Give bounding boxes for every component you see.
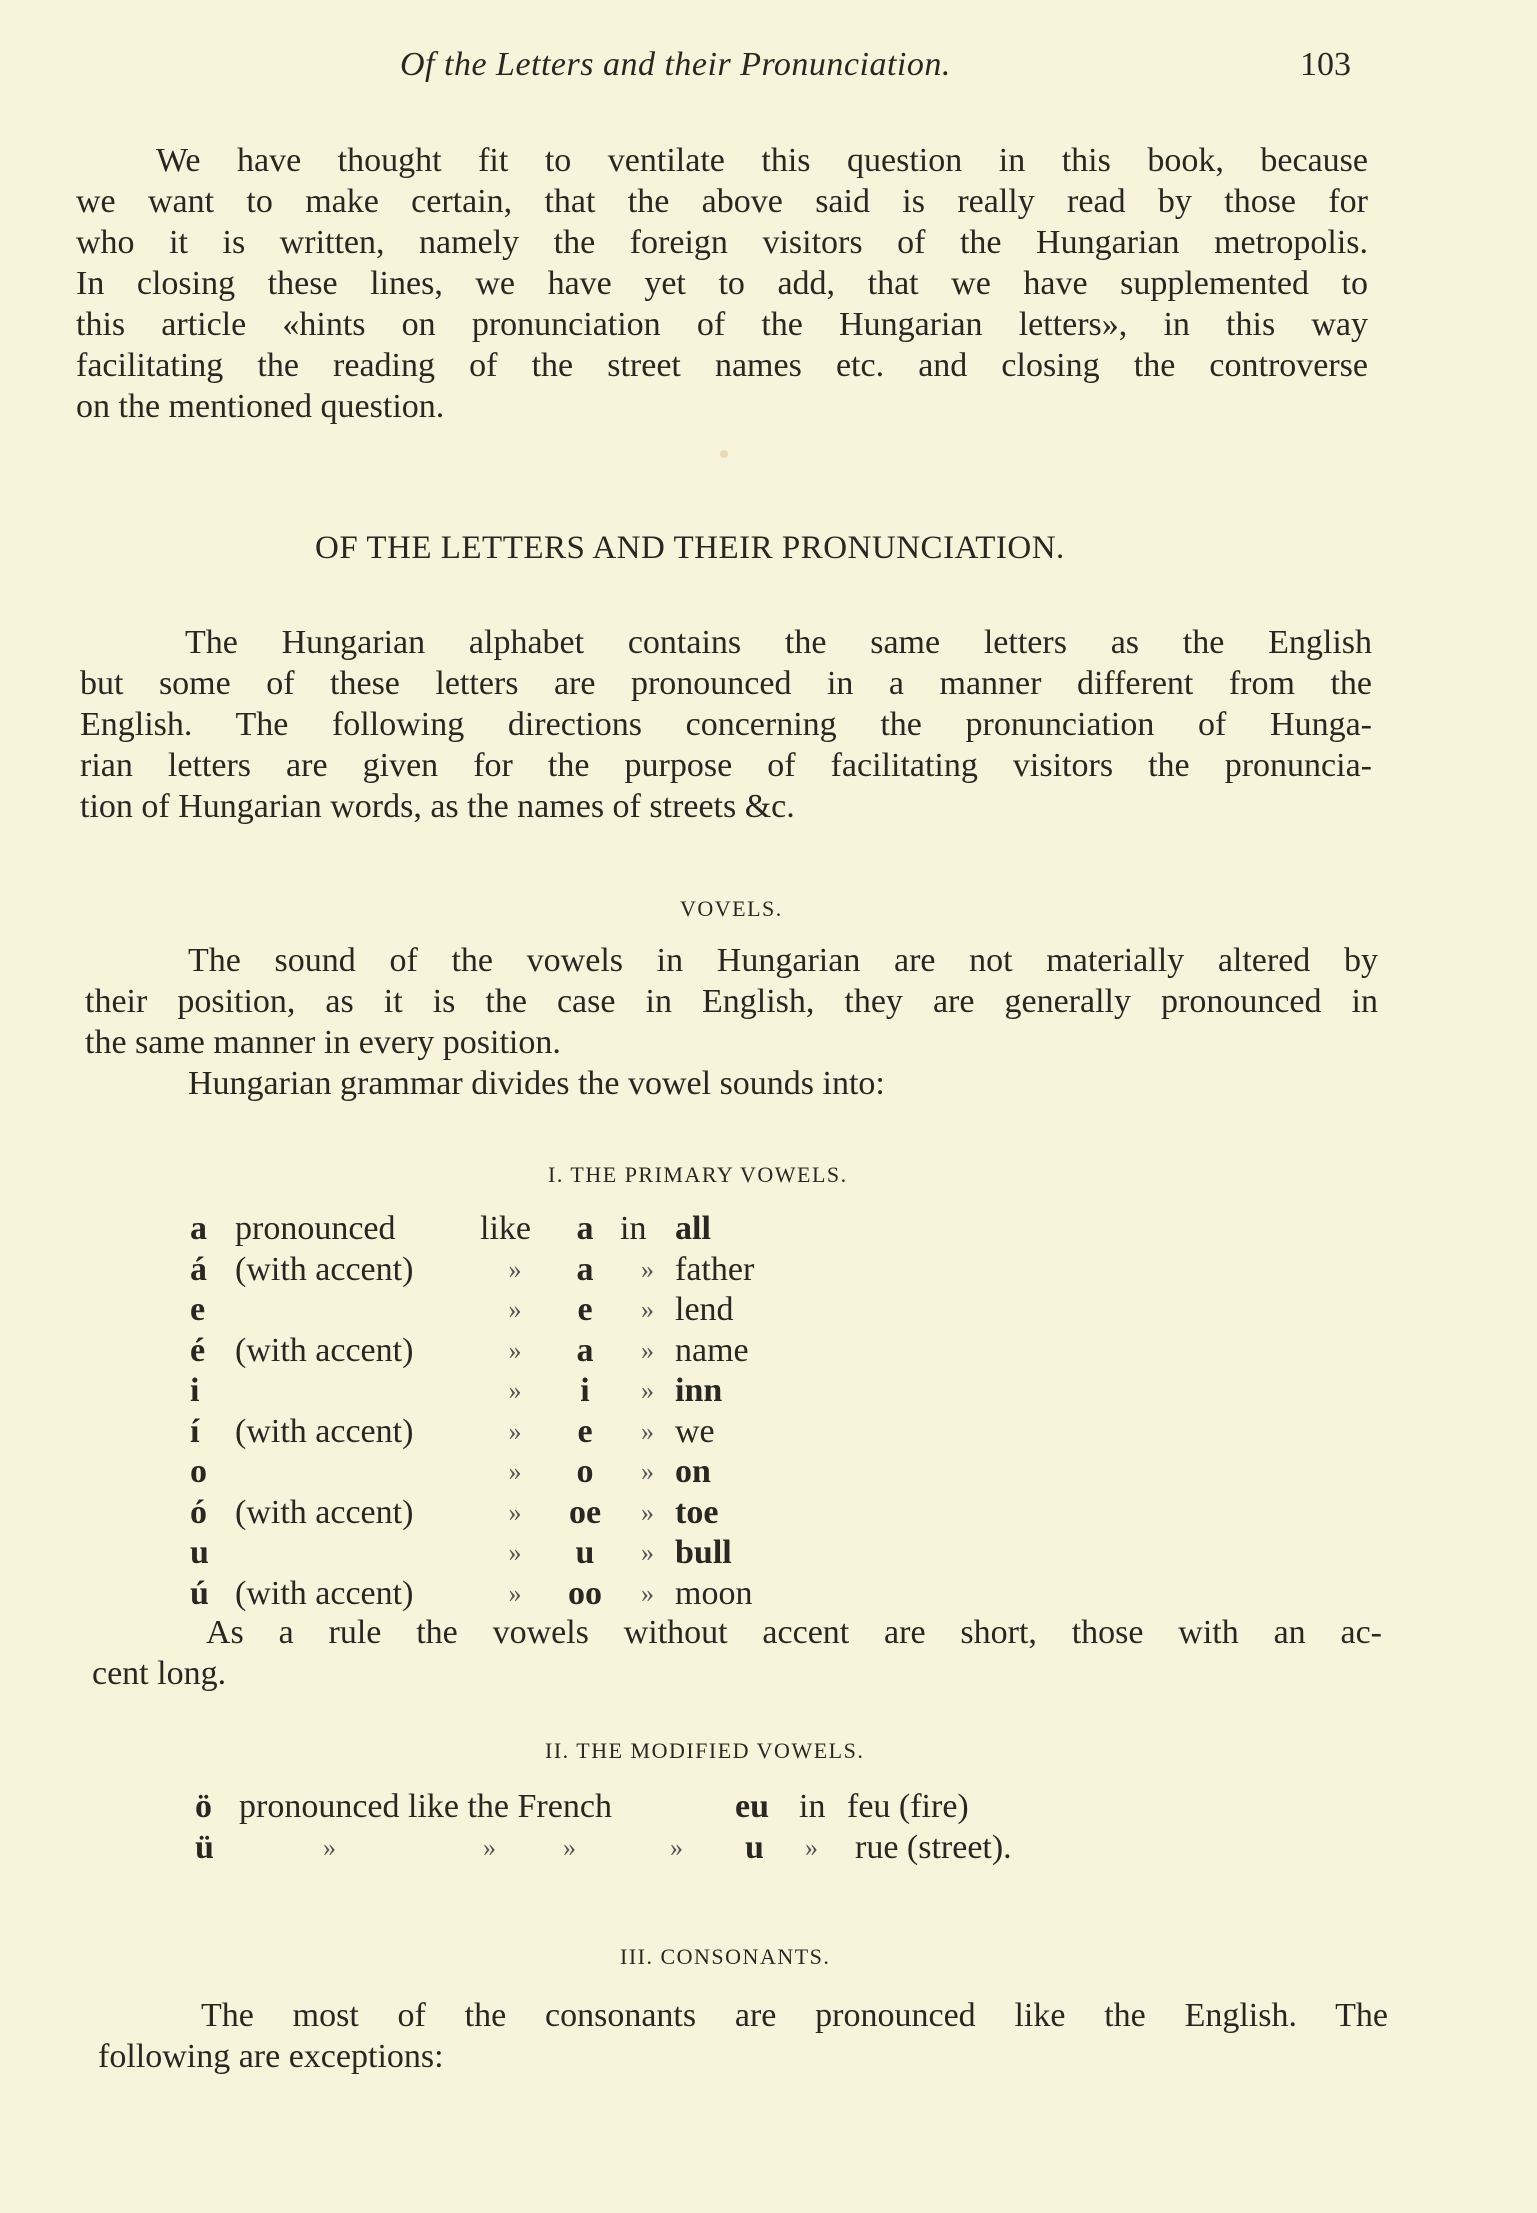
vowel-row [190,1412,825,1453]
intro-line: we want to make certain, that the above said is really read by those for [76,183,1368,220]
vowel-letter: ü [195,1829,214,1866]
vowel-example: on [675,1453,711,1491]
ditto-mark: » [508,1578,522,1608]
vowel-example: bull [675,1534,732,1572]
intro-paragraph [76,140,1368,427]
ditto-mark: » [508,1335,522,1365]
vowel-sound: u [745,1829,764,1866]
alphabet-line: rian letters are given for the purpose of facilitating visitors the pronuncia- [80,747,1372,784]
vowel-description: (with accent) [235,1493,414,1531]
vovels-heading: VOVELS. [680,896,783,921]
primary-vowels-heading: I. THE PRIMARY VOWELS. [548,1162,848,1187]
vowel-description: (with accent) [235,1574,414,1612]
intro-line: facilitating the reading of the street names etc. and closing the controverse [76,347,1368,384]
ditto-mark: » [805,1833,818,1862]
vowel-sound: oe [568,1493,602,1531]
vowel-letter: í [190,1412,200,1450]
vowel-letter: á [190,1250,207,1288]
vowel-row [190,1331,825,1372]
ditto-mark: » [508,1376,522,1406]
vowel-example: father [675,1250,755,1288]
vowel-in: in [799,1788,826,1825]
alphabet-line: but some of these letters are pronounced in a manner different from the [80,665,1372,702]
modified-vowels-heading: II. THE MODIFIED VOWELS. [545,1738,865,1763]
ditto-mark: » [641,1295,654,1325]
intro-line: We have thought fit to ventilate this question in this book, because [156,142,1368,179]
vowel-sound: oo [568,1574,602,1612]
vowel-example: inn [675,1372,723,1410]
vowel-example: we [675,1412,715,1450]
intro-line: on the mentioned question. [76,388,445,425]
grammar-line: Hungarian grammar divides the vowel sounds into: [188,1065,885,1102]
ditto-mark: » [508,1457,522,1487]
vowel-sound: eu [735,1788,769,1825]
consonants-heading: III. CONSONANTS. [620,1944,831,1969]
vowel-sound: e [577,1291,593,1329]
ditto-mark: » [641,1457,654,1487]
vowel-letter: ú [190,1574,209,1612]
alphabet-line: English. The following directions concerning the pronunciation of Hunga- [80,706,1372,743]
ditto-mark: » [641,1497,654,1527]
vowel-description: pronounced [235,1210,396,1248]
vowel-row [190,1452,825,1493]
vowel-description [235,1533,480,1574]
ditto-mark: » [508,1416,522,1446]
vowel-rule-paragraph [92,1612,1382,1694]
ditto-mark: » [641,1538,654,1568]
vowel-description: (with accent) [235,1250,414,1288]
vowel-example: name [675,1331,749,1369]
rule-line: cent long. [92,1655,227,1692]
vowel-row [190,1574,825,1615]
vowel-sound: e [577,1412,593,1450]
vowel-row [190,1209,825,1250]
vowel-letter: u [190,1534,209,1572]
consonants-line: The most of the consonants are pronounced like the English. The [201,1997,1388,2034]
vowel-sound: i [580,1372,590,1410]
vowel-example: lend [675,1291,734,1329]
vowel-sound: a [576,1210,594,1248]
vowels-paragraph [85,940,1378,1104]
primary-vowels-table [190,1209,825,1614]
vowels-line: their position, as it is the case in English, they are generally pronounced in [85,983,1378,1020]
vowel-row [190,1371,825,1412]
ditto-mark: » [641,1578,654,1608]
vowel-description [235,1371,480,1412]
vowel-description: (with accent) [235,1412,414,1450]
alphabet-line: tion of Hungarian words, as the names of streets &c. [80,788,795,825]
vowel-example: feu (fire) [847,1788,969,1825]
vowel-letter: ó [190,1493,207,1531]
intro-line: who it is written, namely the foreign visitors of the Hungarian metropolis. [76,224,1368,261]
vowel-example: all [675,1210,711,1248]
vowel-in: in [620,1210,647,1248]
consonants-line: following are exceptions: [98,2038,444,2075]
vowels-line: the same manner in every position. [85,1024,561,1061]
vowel-letter: i [190,1372,200,1410]
ditto-mark: » [641,1416,654,1446]
intro-line: In closing these lines, we have yet to add, that we have supplemented to [76,265,1368,302]
modified-vowel-row [195,1827,1095,1868]
vowel-sound: u [575,1534,595,1572]
rule-line: As a rule the vowels without accent are short, those with an ac- [206,1614,1382,1651]
ditto-mark: » [641,1254,654,1284]
vowels-line: The sound of the vowels in Hungarian are not materially altered by [188,942,1378,979]
alphabet-paragraph [80,622,1372,827]
alphabet-line: The Hungarian alphabet contains the same letters as the English [185,624,1372,661]
vowel-letter: o [190,1453,207,1491]
vowel-row [190,1250,825,1291]
modified-vowels [195,1786,1095,1868]
vowel-example: toe [675,1493,719,1531]
ditto-mark: » [508,1538,522,1568]
ditto-mark: » [508,1295,522,1325]
vowel-letter: a [190,1210,207,1248]
vowel-sound: o [576,1453,594,1491]
vowel-example: moon [675,1574,753,1612]
modified-vowel-row [195,1786,1095,1827]
vowel-row [190,1493,825,1534]
ditto-mark: » [323,1833,336,1862]
intro-line: this article «hints on pronunciation of the Hungarian letters», in this way [76,306,1368,343]
ditto-mark: » [483,1833,496,1862]
running-title: Of the Letters and their Pronunciation. [400,46,951,83]
vowel-sound: a [576,1250,594,1288]
vowel-example: rue (street). [855,1829,1012,1866]
vowel-row [190,1533,825,1574]
vowel-row [190,1290,825,1331]
ditto-mark: » [508,1497,522,1527]
section-title: OF THE LETTERS AND THEIR PRONUNCIATION. [315,530,1065,566]
ditto-mark: » [641,1376,654,1406]
vowel-description: pronounced like the French [239,1788,612,1825]
vowel-letter: ö [195,1788,212,1825]
vowel-description [235,1452,480,1493]
paper-stain [720,450,728,458]
vowel-letter: e [190,1291,206,1329]
consonants-paragraph [98,1995,1388,2077]
ditto-mark: » [670,1833,683,1862]
vowel-description: (with accent) [235,1331,414,1369]
page-number: 103 [1300,46,1351,83]
ditto-mark: » [563,1833,576,1862]
vowel-letter: é [190,1331,206,1369]
ditto-mark: » [641,1335,654,1365]
vowel-description [235,1290,480,1331]
vowel-sound: a [576,1331,594,1369]
vowel-like: like [480,1210,531,1248]
ditto-mark: » [508,1254,522,1284]
